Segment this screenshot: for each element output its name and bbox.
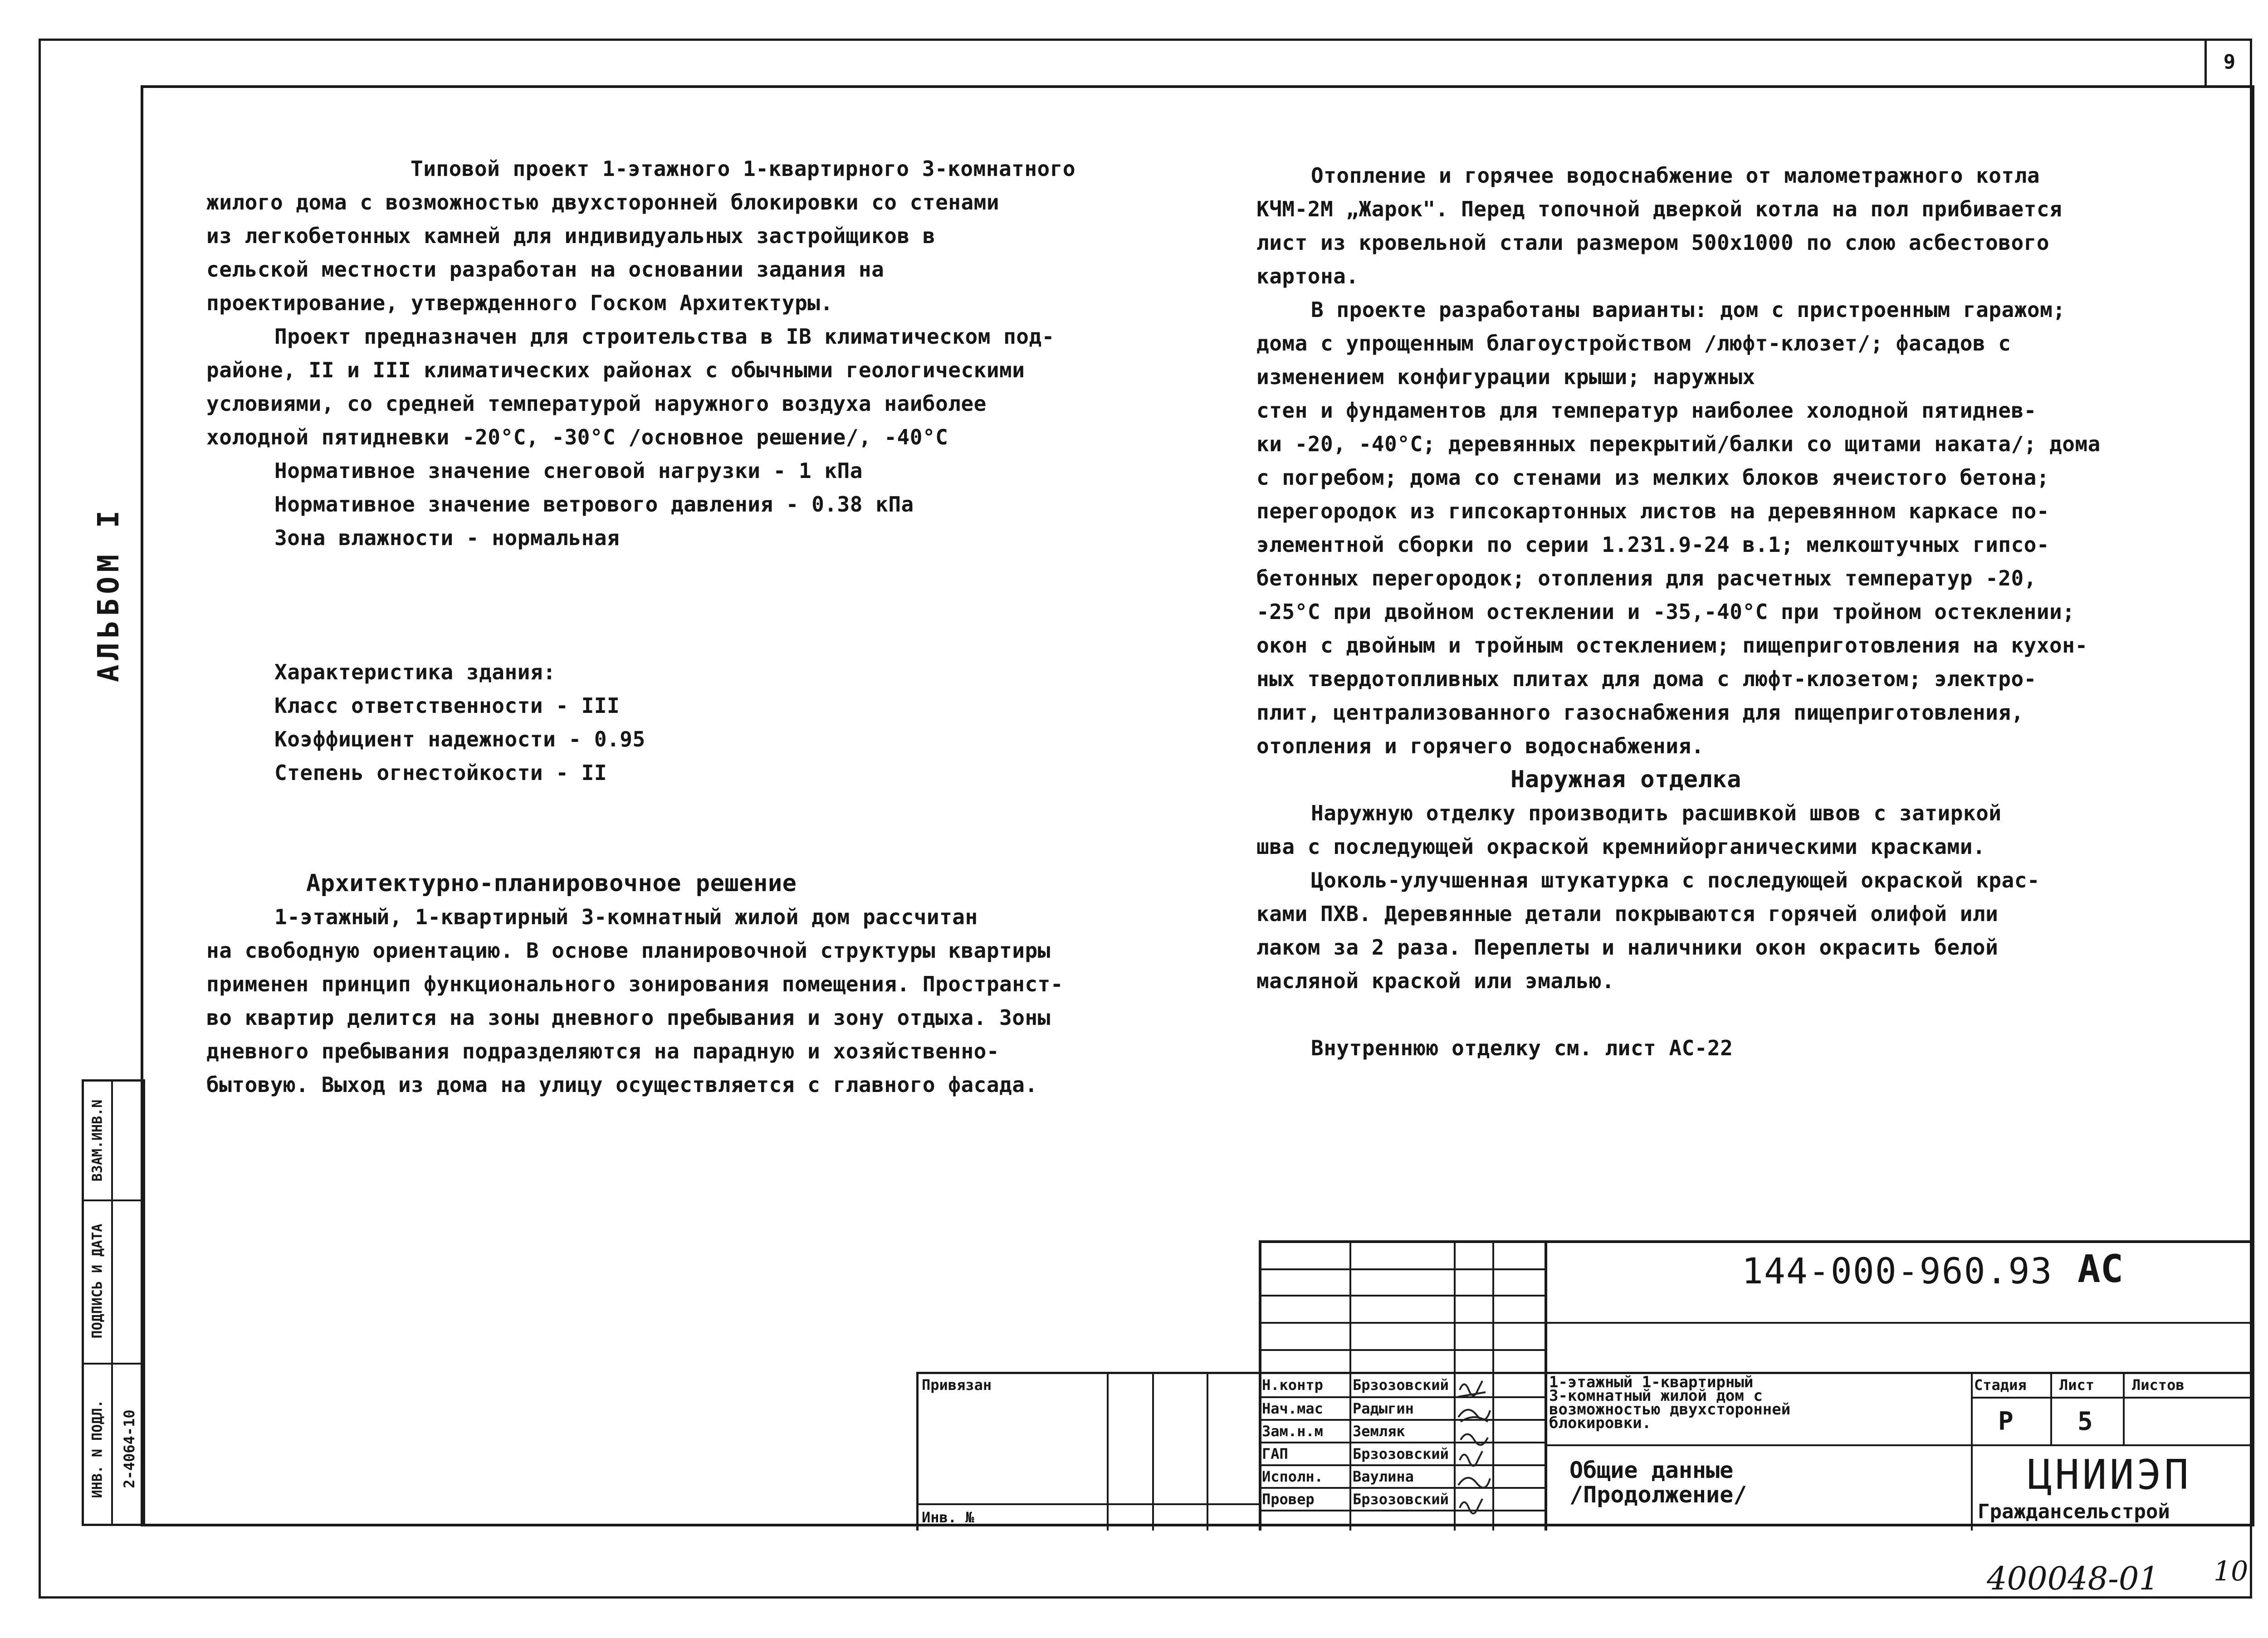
album-label: АЛЬБОМ I <box>92 506 126 682</box>
role-label: Провер <box>1262 1491 1315 1508</box>
paragraph-line: перегородок из гипсокартонных листов на деревянном каркасе по- <box>1256 499 2050 523</box>
paragraph-line: Типовой проект 1-этажного 1-квартирного 3-комнатного <box>411 156 1076 181</box>
responsibility-class-line: Класс ответственности - III <box>274 693 620 718</box>
paragraph-line: бытовую. Выход из дома на улицу осуществляется с главного фасада. <box>206 1072 1038 1097</box>
paragraph-line: на свободную ориентацию. В основе планировочной структуры квартиры <box>206 938 1051 963</box>
organization-subname: Граждансельстрой <box>1978 1500 2170 1523</box>
left-text-column <box>206 152 1075 1102</box>
paragraph-line: масляной краской или эмалью. <box>1256 969 1615 993</box>
paragraph-line: окон с двойным и тройным остеклением; пищеприготовления на кухон- <box>1256 633 2088 658</box>
role-name: Брзозовский <box>1353 1491 1449 1508</box>
paragraph-line: жилого дома с возможностью двухсторонней блокировки со стенами <box>206 190 1000 214</box>
humidity-zone-line: Зона влажности - нормальная <box>274 526 620 550</box>
role-label: Нач.мас <box>1262 1400 1323 1417</box>
paragraph-line: ками ПХВ. Деревянные детали покрываются горячей олифой или <box>1256 902 1999 926</box>
paragraph-line: дневного пребывания подразделяются на парадную и хозяйственно- <box>206 1039 1000 1063</box>
reliability-factor-line: Коэффициент надежности - 0.95 <box>274 727 645 751</box>
paragraph-line: Цоколь-улучшенная штукатурка с последующей окраской крас- <box>1311 868 2040 892</box>
paragraph-line: во квартир делится на зоны дневного пребывания и зону отдыха. Зоны <box>206 1005 1051 1030</box>
paragraph-line: КЧМ-2М „Жарок". Перед топочной дверкой котла на пол прибивается <box>1256 197 2063 221</box>
paragraph-line: проектирование, утвержденного Госком Архитектуры. <box>206 291 833 315</box>
paragraph-line: 1-этажный, 1-квартирный 3-комнатный жилой дом рассчитан <box>274 905 978 929</box>
role-label: Исполн. <box>1262 1468 1323 1485</box>
paragraph-line: стен и фундаментов для температур наиболее холодной пятиднев- <box>1256 398 2037 423</box>
paragraph-line: ных твердотопливных плитах для дома с люфт-клозетом; электро- <box>1256 667 2037 691</box>
role-name: Брзозовский <box>1353 1376 1449 1394</box>
sheet-header: Лист <box>2059 1376 2095 1394</box>
sheets-header: Листов <box>2132 1376 2185 1394</box>
sheet-value: 5 <box>2077 1407 2093 1436</box>
paragraph-line: шва с последующей окраской кремнийорганическими красками. <box>1256 834 1986 859</box>
title-block <box>916 1240 2254 1531</box>
paragraph-line: дома с упрощенным благоустройством /люфт-клозет/; фасадов с <box>1256 331 2011 356</box>
paragraph-line: из легкобетонных камней для индивидуальных застройщиков в <box>206 224 936 248</box>
paragraph-line: -25°С при двойном остеклении и -35,-40°С при тройном остеклении; <box>1256 600 2075 624</box>
paragraph-line: отопления и горячего водоснабжения. <box>1256 734 1704 758</box>
role-name: Земляк <box>1353 1423 1405 1440</box>
paragraph-line: В проекте разработаны варианты: дом с пристроенным гаражом; <box>1311 297 2066 322</box>
stage-value: Р <box>1998 1407 2014 1436</box>
paragraph-line: картона. <box>1256 264 1359 288</box>
project-title: 1-этажный 1-квартирный 3-комнатный жилой дом с возможностью двухсторонней блокировки. <box>1549 1373 1791 1432</box>
interior-finish-reference: Внутреннюю отделку см. лист АС-22 <box>1311 1036 1733 1060</box>
signature-scribbles <box>1456 1376 1492 1531</box>
role-label: Зам.н.м <box>1262 1423 1323 1440</box>
paragraph-line: с погребом; дома со стенами из мелких блоков ячеистого бетона; <box>1256 465 2050 490</box>
paragraph-line: лаком за 2 раза. Переплеты и наличники окон окрасить белой <box>1256 935 1999 960</box>
sheet-number: 9 <box>2223 50 2236 73</box>
side-label-original-inv: ИНВ. N ПОДЛ. <box>89 1399 106 1498</box>
page-mark: 10 <box>2214 1555 2248 1587</box>
paragraph-line: бетонных перегородок; отопления для расчетных температур -20, <box>1256 566 2037 590</box>
handwritten-number: 400048-01 <box>1987 1560 2159 1597</box>
building-characteristics-heading: Характеристика здания: <box>274 660 556 684</box>
paragraph-line: условиями, со средней температурой наружного воздуха наиболее <box>206 391 987 416</box>
paragraph-line: холодной пятидневки -20°С, -30°С /основное решение/, -40°С <box>206 425 948 449</box>
architectural-heading: Архитектурно-планировочное решение <box>306 870 797 897</box>
privyazan-label: Привязан <box>922 1376 992 1394</box>
document-code: 144-000-960.93 <box>1742 1251 2053 1292</box>
organization-name: ЦНИИЭП <box>2028 1451 2192 1499</box>
exterior-finish-heading: Наружная отделка <box>1510 766 1741 793</box>
document-mark: АС <box>2077 1247 2124 1291</box>
role-name: Брзозовский <box>1353 1445 1449 1462</box>
role-name: Ваулина <box>1353 1468 1414 1485</box>
side-stamp <box>82 1079 145 1526</box>
side-inv-number: 2-4064-10 <box>121 1409 138 1488</box>
paragraph-line: ки -20, -40°С; деревянных перекрытий/балки со щитами наката/; дома <box>1256 432 2101 456</box>
stage-header: Стадия <box>1974 1376 2027 1394</box>
role-label: ГАП <box>1262 1445 1288 1462</box>
paragraph-line: сельской местности разработан на основании задания на <box>206 257 885 282</box>
paragraph-line: изменением конфигурации крыши; наружных <box>1256 365 1755 389</box>
paragraph-line: Отопление и горячее водоснабжение от малометражного котла <box>1311 163 2040 188</box>
side-label-signature-date: ПОДПИСЬ И ДАТА <box>89 1224 106 1339</box>
sheet-title: Общие данные /Продолжение/ <box>1569 1457 1747 1508</box>
right-text-column <box>1256 159 2101 1065</box>
paragraph-line: элементной сборки по серии 1.231.9-24 в.1; мелкоштучных гипсо- <box>1256 532 2050 557</box>
paragraph-line: Наружную отделку производить расшивкой швов с затиркой <box>1311 801 2002 825</box>
paragraph-line: районе, II и III климатических районах с обычными геологическими <box>206 358 1025 382</box>
role-label: Н.контр <box>1262 1376 1323 1394</box>
side-label-replace-inv: ВЗАМ.ИНВ.N <box>89 1099 106 1182</box>
paragraph-line: Проект предназначен для строительства в IВ климатическом под- <box>274 324 1055 349</box>
paragraph-line: плит, централизованного газоснабжения для пищеприготовления, <box>1256 700 2024 725</box>
paragraph-line: лист из кровельной стали размером 500х1000 по слою асбестового <box>1256 230 2050 255</box>
snow-load-line: Нормативное значение снеговой нагрузки - 1 кПа <box>274 458 863 483</box>
paragraph-line: применен принцип функционального зонирования помещения. Пространст- <box>206 972 1064 996</box>
wind-pressure-line: Нормативное значение ветрового давления - 0.38 кПа <box>274 492 914 517</box>
sheet-number-box <box>2204 39 2252 85</box>
fire-resistance-line: Степень огнестойкости - II <box>274 760 607 785</box>
inv-no-label: Инв. № <box>922 1509 974 1526</box>
album-label-area <box>77 499 141 689</box>
role-name: Радыгин <box>1353 1400 1414 1417</box>
